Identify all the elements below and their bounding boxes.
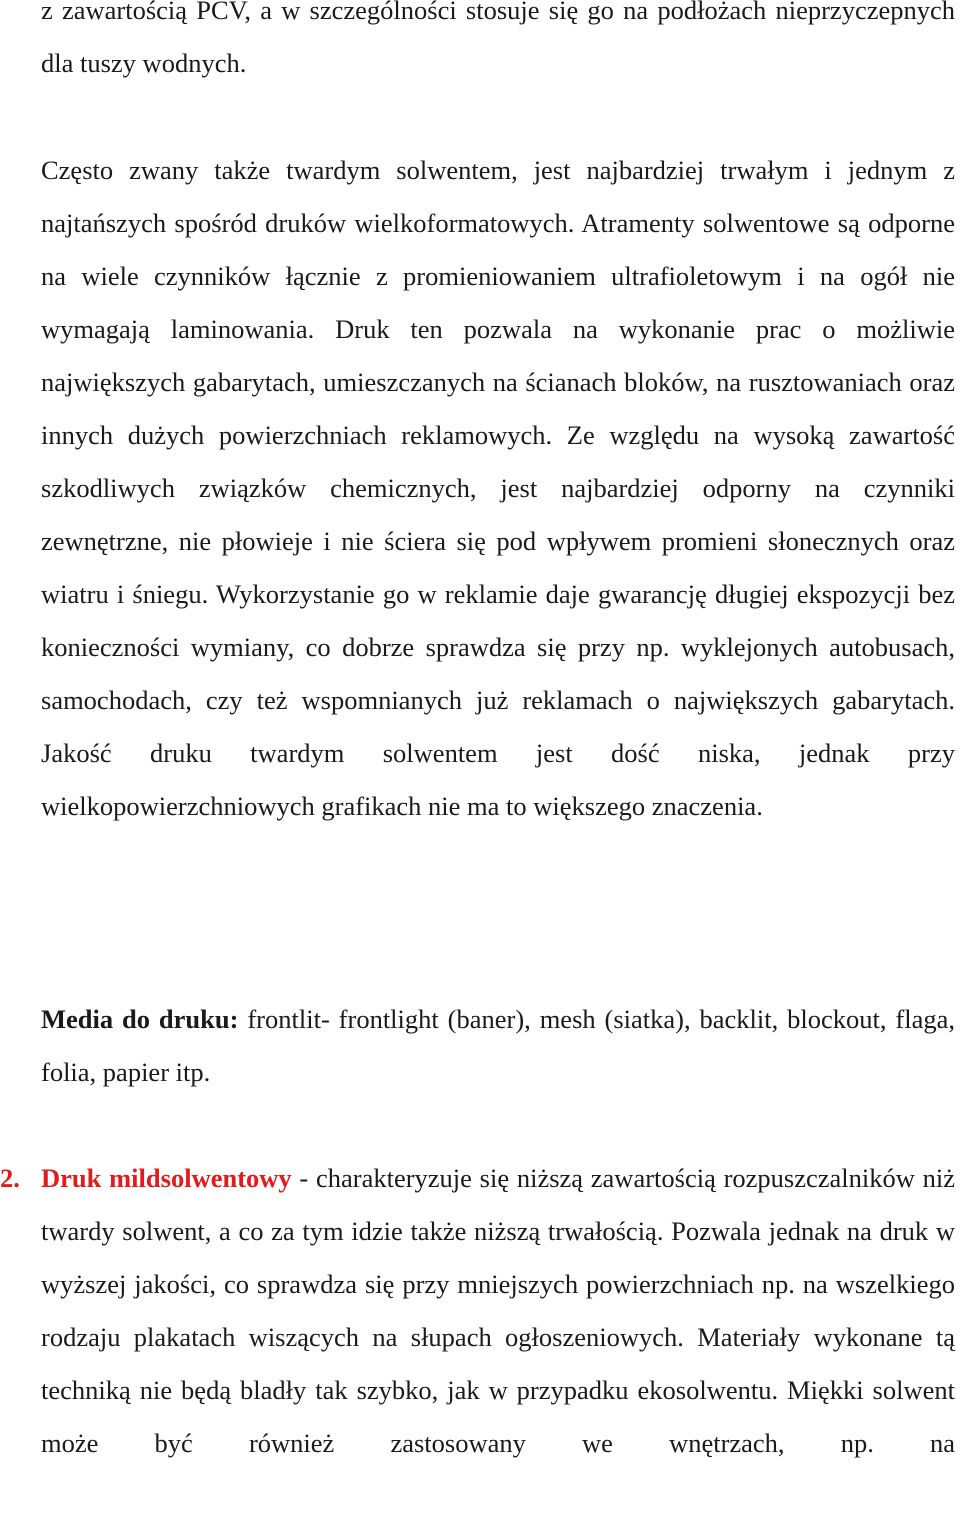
list-item-mild-solvent	[0, 1152, 955, 1470]
list-item-title: Druk mildsolwentowy	[41, 1163, 292, 1193]
paragraph-print-media	[41, 993, 955, 1099]
media-list-text: frontlit- frontlight (baner), mesh (siatka), backlit, blockout, flaga, folia, papier itp.	[41, 1004, 955, 1087]
paragraph-hard-solvent: Często zwany także twardym solwentem, jest najbardziej trwałym i jednym z najtańszych spośród druków wielkoformatowych. Atramenty solwentowe są odporne na wiele czynników łącznie z promieniowaniem ultrafioletowym i na ogół nie wymagają laminowania. Druk ten pozwala na wykonanie prac o możliwie największych gabarytach, umieszczanych na ścianach bloków, na rusztowaniach oraz innych dużych powierzchniach reklamowych. Ze względu na wysoką zawartość szkodliwych związków chemicznych, jest najbardziej odporny na czynniki zewnętrzne, nie płowieje i nie ściera się pod wpływem promieni słonecznych oraz wiatru i śniegu. Wykorzystanie go w reklamie daje gwarancję długiej ekspozycji bez konieczności wymiany, co dobrze sprawdza się przy np. wyklejonych autobusach, samochodach, czy też wspomnianych już reklamach o największych gabarytach. Jakość druku twardym solwentem jest dość niska, jednak przy wielkopowierzchniowych grafikach nie ma to większego znaczenia.	[41, 155, 955, 821]
list-item-body: - charakteryzuje się niższą zawartością rozpuszczalników niż twardy solwent, a co za tym idzie także niższą trwałością. Pozwala jednak na druk w wyższej jakości, co sprawdza się przy mniejszych powierzchniach np. na wszelkiego rodzaju plakatach wiszących na słupach ogłoszeniowych. Materiały wykonane tą techniką nie będą bladły tak szybko, jak w przypadku ekosolwentu. Miękki solwent może być również zastosowany we wnętrzach, np. na	[41, 1163, 955, 1458]
paragraph-pcv-continuation: z zawartością PCV, a w szczególności stosuje się go na podłożach nieprzyczepnych dla tuszy wodnych.	[41, 0, 955, 78]
list-item-number: 2.	[0, 1163, 20, 1193]
media-label: Media do druku:	[41, 1004, 239, 1034]
